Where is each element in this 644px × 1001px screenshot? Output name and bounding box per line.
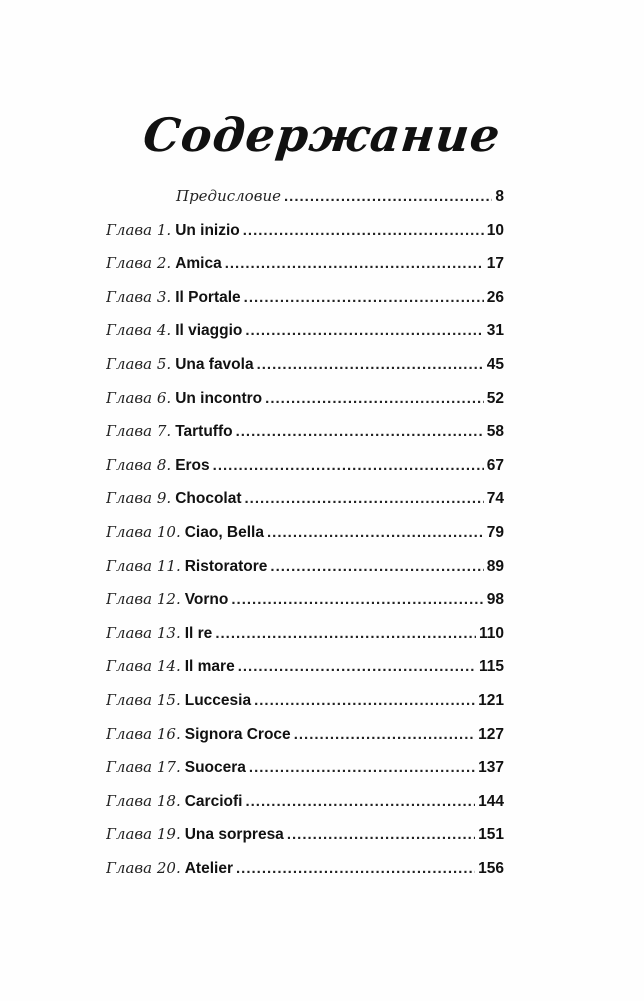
- dot-leader: [225, 247, 484, 281]
- page-number: 137: [478, 759, 504, 777]
- chapter-label: Глава 20.: [106, 858, 181, 877]
- dot-leader: [236, 852, 475, 886]
- chapter-title: Chocolat: [175, 490, 242, 508]
- chapter-title: Luccesia: [184, 691, 252, 709]
- dot-leader: [287, 818, 475, 852]
- chapter-label: Глава 17.: [106, 758, 181, 777]
- chapter-title: Il Portale: [175, 288, 241, 306]
- chapter-title: Una sorpresa: [184, 826, 284, 844]
- toc-entry-chapter: [106, 415, 504, 449]
- page-number: 26: [486, 288, 504, 306]
- dot-leader: [245, 482, 484, 516]
- chapter-title: Ristoratore: [184, 557, 268, 575]
- dot-leader: [254, 684, 475, 718]
- page-number: 45: [486, 355, 504, 373]
- page-number: 10: [486, 221, 504, 239]
- page-number: 89: [486, 557, 504, 575]
- page-number: 79: [486, 523, 504, 541]
- dot-leader: [243, 214, 484, 248]
- chapter-title: Carciofi: [184, 792, 243, 810]
- dot-leader: [245, 785, 475, 819]
- chapter-title: Amica: [175, 255, 222, 273]
- toc-entry-chapter: [106, 482, 504, 516]
- chapter-label: Глава 16.: [106, 724, 181, 743]
- page-number: 67: [486, 456, 504, 474]
- toc-entry-chapter: [106, 348, 504, 382]
- page-title: Содержание: [140, 108, 504, 162]
- table-of-contents: [106, 180, 504, 885]
- chapter-label: Глава 15.: [106, 690, 181, 709]
- dot-leader: [238, 650, 476, 684]
- toc-entry-chapter: [106, 684, 504, 718]
- page-number: 121: [478, 691, 504, 709]
- toc-entry-chapter: [106, 818, 504, 852]
- page-number: 74: [486, 490, 504, 508]
- dot-leader: [257, 348, 484, 382]
- chapter-label: Глава 14.: [106, 657, 181, 676]
- chapter-label: Глава 9.: [106, 489, 172, 508]
- toc-entry-chapter: [106, 718, 504, 752]
- chapter-title: Vorno: [184, 591, 229, 609]
- preface-label: Предисловие: [176, 187, 281, 205]
- toc-entry-chapter: [106, 785, 504, 819]
- toc-entry-preface: [106, 180, 504, 214]
- chapter-label: Глава 19.: [106, 825, 181, 844]
- toc-entry-chapter: [106, 516, 504, 550]
- page-number: 115: [478, 658, 504, 676]
- toc-entry-chapter: [106, 751, 504, 785]
- toc-entry-chapter: [106, 281, 504, 315]
- toc-entry-chapter: [106, 449, 504, 483]
- toc-entry-chapter: [106, 382, 504, 416]
- chapter-title: Suocera: [184, 759, 246, 777]
- page-number: 98: [486, 591, 504, 609]
- page-number: 8: [495, 188, 504, 205]
- dot-leader: [215, 617, 476, 651]
- chapter-title: Il re: [184, 624, 213, 642]
- chapter-label: Глава 13.: [106, 623, 181, 642]
- toc-entry-chapter: [106, 214, 504, 248]
- chapter-title: Il mare: [184, 658, 235, 676]
- toc-entry-chapter: [106, 650, 504, 684]
- toc-entry-chapter: [106, 550, 504, 584]
- toc-entry-chapter: [106, 314, 504, 348]
- chapter-label: Глава 10.: [106, 522, 181, 541]
- chapter-title: Atelier: [184, 859, 233, 877]
- dot-leader: [284, 180, 492, 214]
- page-number: 58: [486, 423, 504, 441]
- page-number: 144: [478, 792, 504, 810]
- chapter-title: Il viaggio: [175, 322, 243, 340]
- dot-leader: [265, 382, 484, 416]
- dot-leader: [267, 516, 484, 550]
- dot-leader: [231, 583, 483, 617]
- chapter-title: Eros: [175, 456, 210, 474]
- page-number: 31: [486, 322, 504, 340]
- chapter-title: Signora Croce: [184, 725, 291, 743]
- chapter-label: Глава 4.: [106, 321, 172, 340]
- chapter-label: Глава 11.: [106, 556, 181, 575]
- chapter-title: Tartuffo: [175, 423, 233, 441]
- dot-leader: [244, 281, 484, 315]
- dot-leader: [245, 314, 483, 348]
- chapter-label: Глава 3.: [106, 287, 172, 306]
- page-number: 151: [478, 826, 504, 844]
- chapter-label: Глава 2.: [106, 254, 172, 273]
- chapter-title: Ciao, Bella: [184, 523, 264, 541]
- chapter-label: Глава 6.: [106, 388, 172, 407]
- chapter-label: Глава 5.: [106, 354, 172, 373]
- toc-entry-chapter: [106, 247, 504, 281]
- toc-entry-chapter: [106, 617, 504, 651]
- dot-leader: [213, 449, 484, 483]
- toc-entry-chapter: [106, 583, 504, 617]
- page-number: 110: [478, 624, 504, 642]
- dot-leader: [294, 718, 475, 752]
- chapter-label: Глава 8.: [106, 455, 172, 474]
- chapter-label: Глава 1.: [106, 220, 172, 239]
- chapter-label: Глава 7.: [106, 422, 172, 441]
- page-number: 52: [486, 389, 504, 407]
- page-number: 17: [486, 255, 504, 273]
- dot-leader: [236, 415, 484, 449]
- dot-leader: [270, 550, 483, 584]
- chapter-label: Глава 12.: [106, 590, 181, 609]
- chapter-title: Un incontro: [175, 389, 263, 407]
- dot-leader: [249, 751, 475, 785]
- chapter-title: Una favola: [175, 355, 254, 373]
- chapter-title: Un inizio: [175, 221, 240, 239]
- toc-entry-chapter: [106, 852, 504, 886]
- page-number: 156: [478, 859, 504, 877]
- chapter-label: Глава 18.: [106, 791, 181, 810]
- page-number: 127: [478, 725, 504, 743]
